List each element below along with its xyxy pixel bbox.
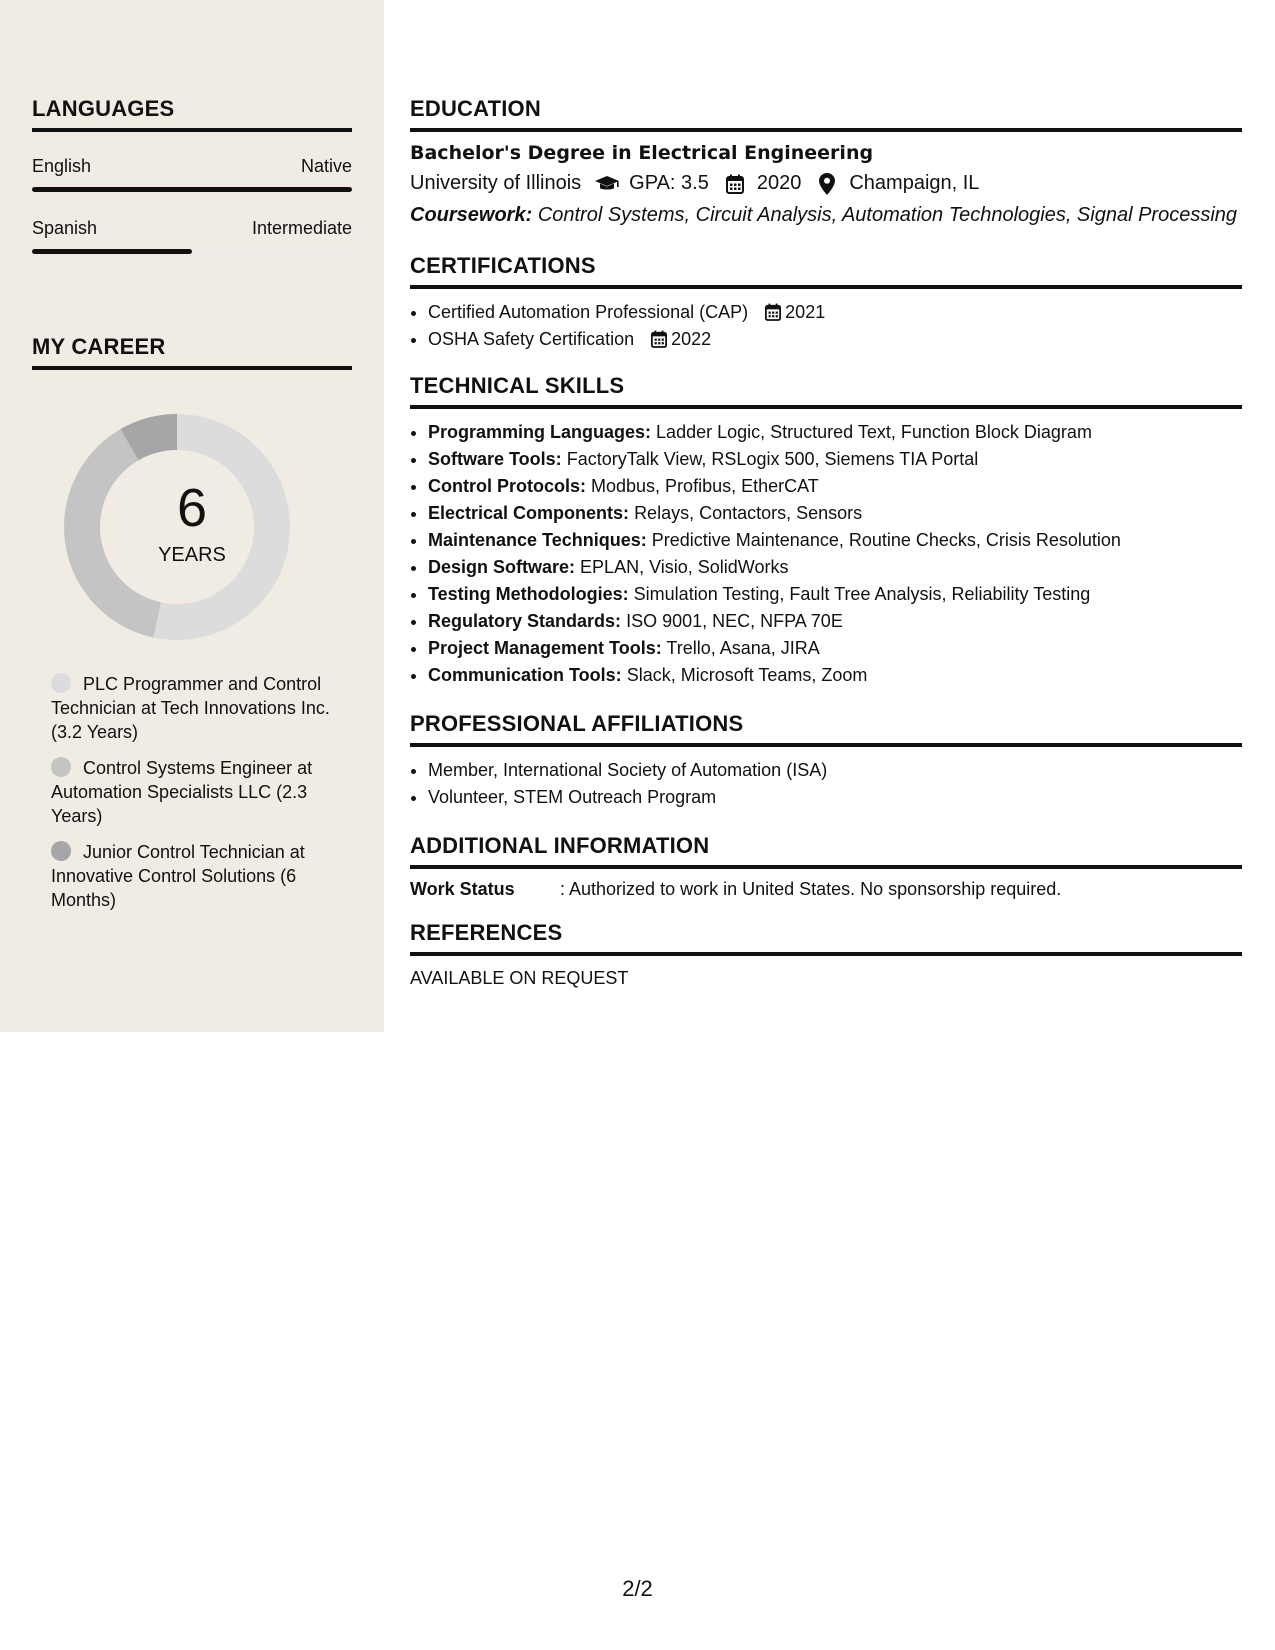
certifications-section <box>410 253 1242 353</box>
work-status-label: Work Status <box>410 879 515 899</box>
affiliations-list <box>410 757 1242 811</box>
skill-item <box>428 527 1242 554</box>
sidebar-content <box>32 96 352 924</box>
skill-values: Trello, Asana, JIRA <box>666 638 820 658</box>
education-details <box>410 172 1242 195</box>
skill-item <box>428 662 1242 689</box>
languages-heading: LANGUAGES <box>32 96 352 132</box>
career-item <box>51 840 341 912</box>
skill-item <box>428 500 1242 527</box>
career-list <box>32 672 352 912</box>
skill-category: Testing Methodologies: <box>428 584 629 604</box>
skill-category: Software Tools: <box>428 449 562 469</box>
language-proficiency-bar <box>32 187 352 192</box>
coursework-label: Coursework: <box>410 204 533 226</box>
calendar-icon <box>721 173 749 195</box>
certifications-list <box>410 299 1242 353</box>
school-name: University of Illinois <box>410 172 582 194</box>
references-heading: REFERENCES <box>410 920 1242 956</box>
career-item-label: Junior Control Technician at Innovative Control Solutions (6 Months) <box>51 842 305 910</box>
gpa: GPA: 3.5 <box>629 172 709 194</box>
language-row <box>32 218 352 239</box>
affiliations-section <box>410 711 1242 811</box>
skill-item <box>428 473 1242 500</box>
skill-values: Predictive Maintenance, Routine Checks, Crisis Resolution <box>651 530 1121 550</box>
graduation-year: 2020 <box>756 172 802 194</box>
skill-item <box>428 608 1242 635</box>
career-dot-icon <box>51 757 71 777</box>
career-heading: MY CAREER <box>32 334 352 370</box>
career-dot-icon <box>51 841 71 861</box>
additional-info-section <box>410 833 1242 900</box>
skill-category: Regulatory Standards: <box>428 611 622 631</box>
career-item <box>51 672 341 744</box>
career-donut <box>32 400 352 650</box>
skill-category: Maintenance Techniques: <box>428 530 647 550</box>
skill-category: Electrical Components: <box>428 503 630 523</box>
additional-info-heading: ADDITIONAL INFORMATION <box>410 833 1242 869</box>
affiliations-heading: PROFESSIONAL AFFILIATIONS <box>410 711 1242 747</box>
certification-name: OSHA Safety Certification <box>428 329 635 349</box>
sidebar <box>0 0 384 1032</box>
skill-category: Control Protocols: <box>428 476 586 496</box>
skills-list <box>410 419 1242 689</box>
affiliation-item: • Member, International Society of Automation (ISA) <box>428 757 1242 784</box>
language-name: Spanish <box>32 218 98 238</box>
certification-name: Certified Automation Professional (CAP) <box>428 302 749 322</box>
skill-values: Modbus, Profibus, EtherCAT <box>591 476 819 496</box>
skill-values: ISO 9001, NEC, NFPA 70E <box>626 611 843 631</box>
languages-list <box>32 156 352 254</box>
skill-item <box>428 446 1242 473</box>
certification-item <box>428 326 1242 353</box>
skill-category: Programming Languages: <box>428 422 652 442</box>
language-level: Intermediate <box>251 218 352 238</box>
graduation-cap-icon <box>593 173 621 195</box>
skill-values: Slack, Microsoft Teams, Zoom <box>626 665 868 685</box>
work-status-row <box>410 879 1242 900</box>
language-row <box>32 156 352 177</box>
certification-year: 2022 <box>671 329 712 349</box>
language-proficiency-fill <box>32 187 352 192</box>
page-number: 2/2 <box>622 1576 653 1601</box>
education-section <box>410 96 1242 227</box>
career-item <box>51 756 341 828</box>
career-total-unit: YEARS <box>158 544 226 566</box>
skill-category: Project Management Tools: <box>428 638 662 658</box>
career-item-label: Control Systems Engineer at Automation Specialists LLC (2.3 Years) <box>51 758 313 826</box>
certification-year: 2021 <box>785 302 826 322</box>
calendar-icon <box>651 330 667 348</box>
skill-values: Ladder Logic, Structured Text, Function Block Diagram <box>656 422 1092 442</box>
skills-section <box>410 373 1242 689</box>
skill-values: Simulation Testing, Fault Tree Analysis, Reliability Testing <box>633 584 1091 604</box>
skill-category: Communication Tools: <box>428 665 622 685</box>
map-pin-icon <box>813 173 841 195</box>
references-text: AVAILABLE ON REQUEST <box>410 968 629 988</box>
skill-item <box>428 581 1242 608</box>
affiliation-item: • Volunteer, STEM Outreach Program <box>428 784 1242 811</box>
career-dot-icon <box>51 673 71 693</box>
coursework-list: Control Systems, Circuit Analysis, Automation Technologies, Signal Processing <box>537 204 1238 226</box>
calendar-icon <box>765 303 781 321</box>
skill-values: FactoryTalk View, RSLogix 500, Siemens TIA Portal <box>566 449 979 469</box>
skill-item <box>428 419 1242 446</box>
degree-title: Bachelor's Degree in Electrical Engineering <box>410 142 874 164</box>
certification-item <box>428 299 1242 326</box>
main-content <box>410 96 1242 989</box>
language-proficiency-bar <box>32 249 352 254</box>
career-total-number: 6 <box>176 478 208 538</box>
work-status-value: : Authorized to work in United States. No sponsorship required. <box>560 879 1062 899</box>
school-location: Champaign, IL <box>849 172 980 194</box>
references-section <box>410 920 1242 989</box>
skill-item <box>428 554 1242 581</box>
language-proficiency-fill <box>32 249 192 254</box>
skills-heading: TECHNICAL SKILLS <box>410 373 1242 409</box>
language-item <box>32 156 352 192</box>
skill-category: Design Software: <box>428 557 576 577</box>
career-item-label: PLC Programmer and Control Technician at Tech Innovations Inc. (3.2 Years) <box>51 674 330 742</box>
skill-values: Relays, Contactors, Sensors <box>634 503 863 523</box>
language-level: Native <box>300 156 352 176</box>
language-name: English <box>32 156 92 176</box>
coursework <box>410 203 1242 227</box>
language-item <box>32 218 352 254</box>
certifications-heading: CERTIFICATIONS <box>410 253 1242 289</box>
skill-values: EPLAN, Visio, SolidWorks <box>580 557 789 577</box>
skill-item <box>428 635 1242 662</box>
education-heading: EDUCATION <box>410 96 1242 132</box>
